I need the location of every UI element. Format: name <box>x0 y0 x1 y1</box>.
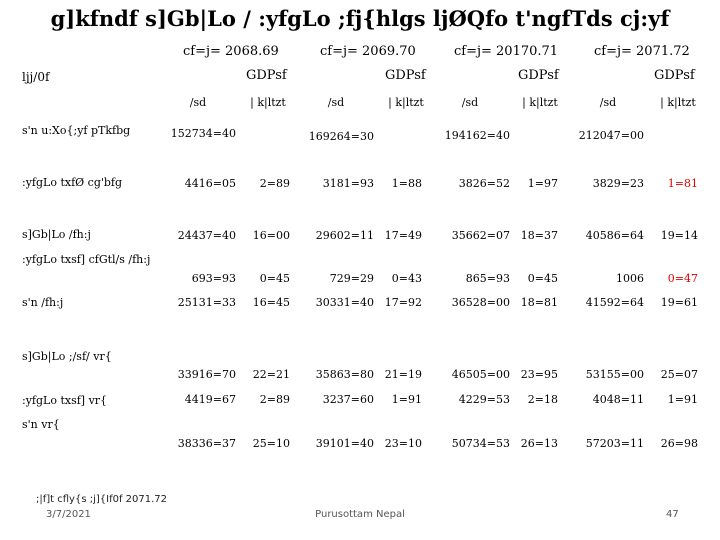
table-cell: 19=61 <box>660 296 698 309</box>
row-header: ljj/0f <box>22 70 50 84</box>
table-cell: 865=93 <box>465 272 510 285</box>
row-label: :yfgLo txsf] vr{ <box>22 394 108 407</box>
table-cell: 4419=67 <box>184 393 236 406</box>
table-cell: 38336=37 <box>177 437 236 450</box>
table-cell: 16=45 <box>252 296 290 309</box>
table-cell: 3826=52 <box>458 177 510 190</box>
table-cell: 1=88 <box>391 177 422 190</box>
table-cell: 4416=05 <box>184 177 236 190</box>
table-cell: 30331=40 <box>315 296 374 309</box>
table-cell: 1=91 <box>391 393 422 406</box>
fiscal-year-header: cf=j= 2071.72 <box>594 44 690 59</box>
table-cell: 212047=00 <box>578 129 644 142</box>
table-cell: 3829=23 <box>592 177 644 190</box>
table-cell: 18=81 <box>520 296 558 309</box>
table-cell: 21=19 <box>384 368 422 381</box>
table-cell: 0=45 <box>259 272 290 285</box>
table-cell: 25131=33 <box>177 296 236 309</box>
gdp-label: GDPsf <box>654 68 695 83</box>
table-cell: 53155=00 <box>585 368 644 381</box>
table-cell: 169264=30 <box>308 130 374 143</box>
sub-header-amount: /sd <box>327 96 345 109</box>
fiscal-year-header: cf=j= 2068.69 <box>183 44 279 59</box>
table-cell: 46505=00 <box>451 368 510 381</box>
table-cell: 24437=40 <box>177 229 236 242</box>
table-cell: 29602=11 <box>315 229 374 242</box>
table-cell-highlight: 0=47 <box>667 272 698 285</box>
row-label: s'n vr{ <box>22 418 60 431</box>
row-label: s'n u:Xo{;yf pTkfbg <box>22 124 131 137</box>
table-cell: 33916=70 <box>177 368 236 381</box>
table-cell: 35662=07 <box>451 229 510 242</box>
row-label: :yfgLo txfØ cg'bfg <box>22 176 123 189</box>
table-cell: 26=13 <box>520 437 558 450</box>
footer-date: 3/7/2021 <box>46 509 91 520</box>
fiscal-year-header: cf=j= 2069.70 <box>320 44 416 59</box>
table-cell: 19=14 <box>660 229 698 242</box>
table-cell: 1=97 <box>527 177 558 190</box>
table-cell: 40586=64 <box>585 229 644 242</box>
sub-header-percent: | k|ltzt <box>388 96 424 109</box>
table-cell: 35863=80 <box>315 368 374 381</box>
gdp-label: GDPsf <box>246 68 287 83</box>
sub-header-amount: /sd <box>599 96 617 109</box>
table-cell: 50734=53 <box>451 437 510 450</box>
table-cell: 16=00 <box>252 229 290 242</box>
source-note: ;|f]t cfly{s ;j]{If0f 2071.72 <box>36 494 168 505</box>
table-cell: 729=29 <box>329 272 374 285</box>
table-cell: 2=89 <box>259 177 290 190</box>
table-cell: 26=98 <box>660 437 698 450</box>
table-cell: 1006 <box>616 272 644 285</box>
table-cell: 17=49 <box>384 229 422 242</box>
table-cell: 23=10 <box>384 437 422 450</box>
table-cell: 4229=53 <box>458 393 510 406</box>
table-cell: 41592=64 <box>585 296 644 309</box>
sub-header-percent: | k|ltzt <box>250 96 286 109</box>
table-cell: 22=21 <box>252 368 290 381</box>
table-cell: 57203=11 <box>585 437 644 450</box>
gdp-label: GDPsf <box>385 68 426 83</box>
table-cell: 25=10 <box>252 437 290 450</box>
page-title: g]kfndf s]Gb|Lo / :yfgLo ;fj{hlgs ljØQfo t'ngfTds cj:yf <box>50 6 670 31</box>
table-cell: 39101=40 <box>315 437 374 450</box>
table-cell: 3181=93 <box>322 177 374 190</box>
page-number: 47 <box>666 509 679 520</box>
table-cell: 3237=60 <box>322 393 374 406</box>
row-label: s]Gb|Lo ;/sf/ vr{ <box>22 350 112 363</box>
table-cell: 0=43 <box>391 272 422 285</box>
table-cell: 2=89 <box>259 393 290 406</box>
sub-header-percent: | k|ltzt <box>660 96 696 109</box>
table-cell: 152734=40 <box>170 127 236 140</box>
row-label: :yfgLo txsf] cfGtl/s /fh:j <box>22 253 151 266</box>
table-cell: 0=45 <box>527 272 558 285</box>
fiscal-year-header: cf=j= 20170.71 <box>454 44 559 59</box>
table-cell: 1=91 <box>667 393 698 406</box>
row-label: s]Gb|Lo /fh:j <box>22 228 91 241</box>
sub-header-amount: /sd <box>461 96 479 109</box>
sub-header-amount: /sd <box>189 96 207 109</box>
gdp-label: GDPsf <box>518 68 559 83</box>
table-cell: 36528=00 <box>451 296 510 309</box>
table-cell: 17=92 <box>384 296 422 309</box>
row-label: s'n /fh:j <box>22 296 64 309</box>
table-cell: 194162=40 <box>444 129 510 142</box>
table-cell: 23=95 <box>520 368 558 381</box>
table-cell: 4048=11 <box>592 393 644 406</box>
footer-author: Purusottam Nepal <box>315 509 405 520</box>
table-cell: 2=18 <box>527 393 558 406</box>
table-cell: 18=37 <box>520 229 558 242</box>
table-cell: 693=93 <box>191 272 236 285</box>
table-cell: 25=07 <box>660 368 698 381</box>
table-cell-highlight: 1=81 <box>667 177 698 190</box>
sub-header-percent: | k|ltzt <box>522 96 558 109</box>
